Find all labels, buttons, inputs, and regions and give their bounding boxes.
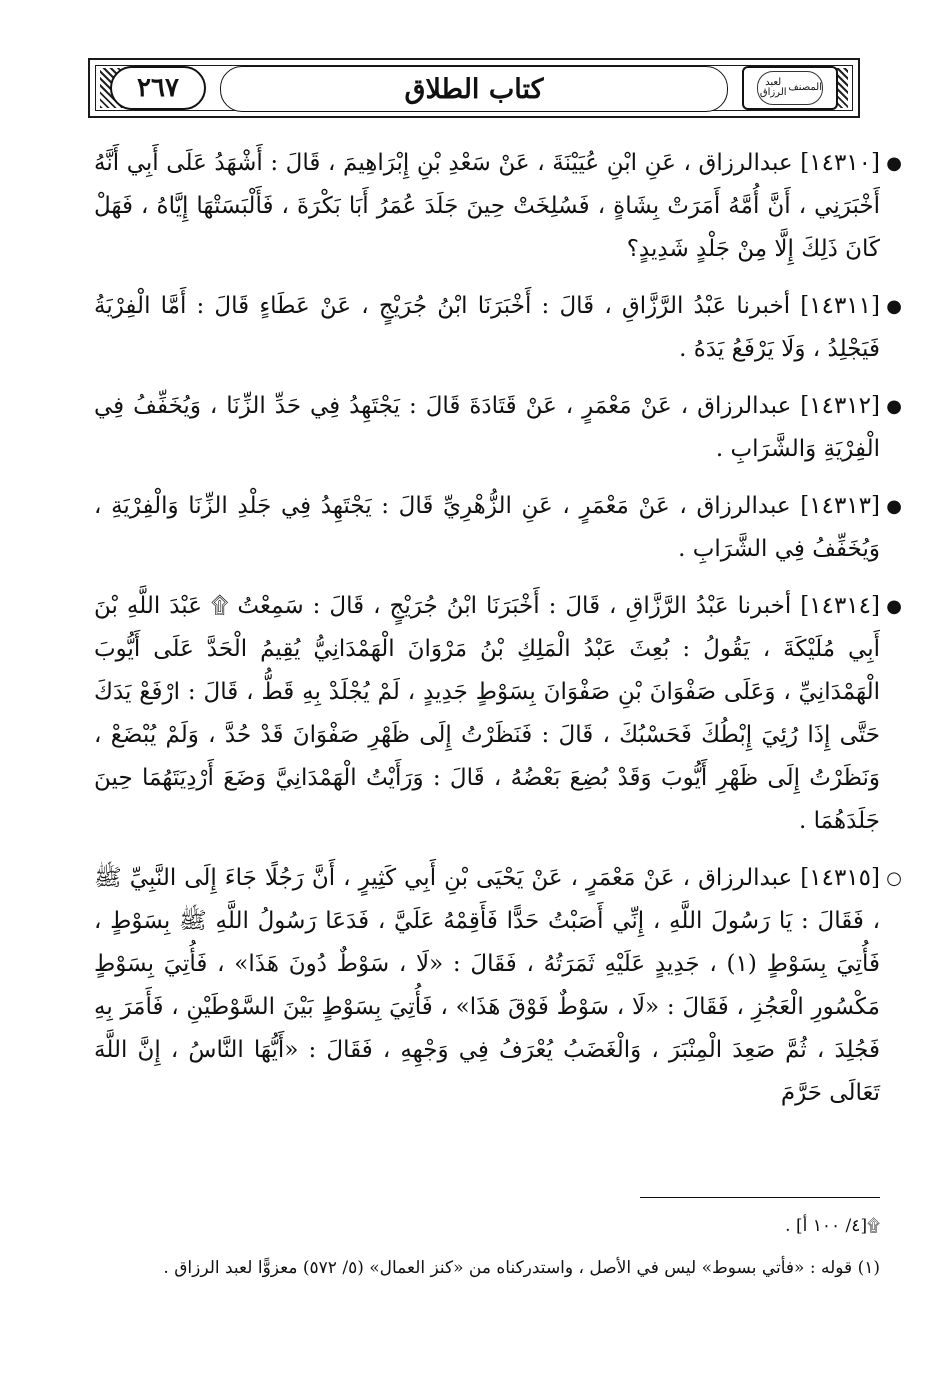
book-seal: [742, 66, 838, 110]
book-seal-logo: [757, 71, 823, 105]
filled-bullet-icon: ●: [886, 153, 902, 174]
marginal-reference: ۩[٤/ ١٠٠ أ] .: [785, 1216, 880, 1236]
page-number-cartouche: [110, 66, 206, 110]
hadith-text: [١٤٣١٤] أخبرنا عَبْدُ الرَّزَّاقِ ، قَالَ : أَخْبَرَنَا ابْنُ جُرَيْجٍ ، قَالَ : سَمِعْتُ ۩ عَبْدَ اللَّهِ بْنَ أَبِي مُلَيْكَةَ ، يَقُولُ : بُعِثَ عَبْدُ الْمَلِكِ بْنُ مَرْوَانَ الْهَمْدَانِيُّ يُقِيمُ الْحَدَّ عَلَى أَيُّوبَ الْهَمْدَانِيِّ ، وَعَلَى صَفْوَانَ بْنِ صَفْوَانَ بِسَوْطٍ جَدِيدٍ ، لَمْ يُجْلَدْ بِهِ قَطُّ ، قَالَ : ارْفَعْ يَدَكَ حَتَّى إِذَا رُئِيَ إِبْطُكَ فَحَسْبُكَ ، قَالَ : فَنَظَرْتُ إِلَى ظَهْرِ صَفْوَانَ قَدْ حُدَّ ، وَلَمْ يُبْضَعْ ، وَنَظَرْتُ إِلَى ظَهْرِ أَيُّوبَ وَقَدْ بُضِعَ بَعْضُهُ ، قَالَ : وَرَأَيْتُ الْهَمْدَانِيَّ وَضَعَ أَرْدِيَتَهُمَا حِينَ جَلَدَهُمَا .: [94, 593, 880, 834]
hadith-text: [١٤٣١١] أخبرنا عَبْدُ الرَّزَّاقِ ، قَالَ : أَخْبَرَنَا ابْنُ جُرَيْجٍ ، عَنْ عَطَاءٍ قَالَ : أَمَّا الْفِرْيَةُ فَيَجْلِدُ ، وَلَا يَرْفَعُ يَدَهُ .: [94, 293, 880, 362]
seal-line-2: لعبد الرزاق: [759, 76, 787, 98]
hadith-14314: [94, 585, 902, 843]
filled-bullet-icon: ●: [886, 396, 902, 417]
hadith-14315: [94, 857, 902, 1115]
hadith-14310: [94, 142, 902, 271]
filled-bullet-icon: ●: [886, 596, 902, 617]
seal-line-1: المصنف: [788, 81, 822, 93]
hollow-bullet-icon: ○: [886, 868, 902, 889]
title-cartouche: [220, 66, 728, 112]
hadith-text: [١٤٣١٠] عبدالرزاق ، عَنِ ابْنِ عُيَيْنَةَ ، عَنْ سَعْدِ بْنِ إِبْرَاهِيمَ ، قَالَ : أَشْهَدُ عَلَى أَبِي أَنَّهُ أَخْبَرَنِي ، أَنَّ أُمَّهُ أَمَرَتْ بِشَاةٍ ، فَسُلِخَتْ حِينَ جَلَدَ عُمَرُ أَبَا بَكْرَةَ ، فَأَلْبَسَتْهَا إِيَّاهُ ، فَهَلْ كَانَ ذَلِكَ إِلَّا مِنْ جَلْدٍ شَدِيدٍ؟: [94, 150, 880, 262]
filled-bullet-icon: ●: [886, 296, 902, 317]
page-number: ٢٦٧: [137, 73, 179, 103]
hadith-text: [١٤٣١٣] عبدالرزاق ، عَنْ مَعْمَرٍ ، عَنِ الزُّهْرِيِّ قَالَ : يَجْتَهِدُ فِي جَلْدِ الزِّنَا وَالْفِرْيَةِ ، وَيُخَفِّفُ فِي الشَّرَابِ .: [94, 493, 880, 562]
footnote-1: (١) قوله : «فأتي بسوط» ليس في الأصل ، واستدركناه من «كنز العمال» (٥/ ٥٧٢) معزوًّا لعبد الرزاق .: [163, 1258, 880, 1278]
hadith-14312: [94, 385, 902, 471]
hadith-text: [١٤٣١٥] عبدالرزاق ، عَنْ مَعْمَرٍ ، عَنْ يَحْيَى بْنِ أَبِي كَثِيرٍ ، أَنَّ رَجُلًا جَاءَ إِلَى النَّبِيِّ ﷺ ، فَقَالَ : يَا رَسُولَ اللَّهِ ، إِنِّي أَصَبْتُ حَدًّا فَأَقِمْهُ عَلَيَّ ، فَدَعَا رَسُولُ اللَّهِ ﷺ بِسَوْطٍ ، فَأُتِيَ بِسَوْطٍ (١) ، جَدِيدٍ عَلَيْهِ ثَمَرَتُهُ ، فَقَالَ : «لَا ، سَوْطٌ دُونَ هَذَا» ، فَأُتِيَ بِسَوْطٍ مَكْسُورِ الْعَجُزِ ، فَقَالَ : «لَا ، سَوْطٌ فَوْقَ هَذَا» ، فَأُتِيَ بِسَوْطٍ بَيْنَ السَّوْطَيْنِ ، فَأَمَرَ بِهِ فَجُلِدَ ، ثُمَّ صَعِدَ الْمِنْبَرَ ، وَالْغَضَبُ يُعْرَفُ فِي وَجْهِهِ ، فَقَالَ : «أَيُّهَا النَّاسُ ، إِنَّ اللَّهَ تَعَالَى حَرَّمَ: [94, 865, 880, 1106]
book-title: كتاب الطلاق: [404, 73, 544, 105]
main-text: [94, 142, 902, 1129]
hadith-14311: [94, 285, 902, 371]
filled-bullet-icon: ●: [886, 496, 902, 517]
footnote-separator: [640, 1197, 880, 1198]
page-header: [88, 58, 860, 118]
hadith-14313: [94, 485, 902, 571]
hadith-text: [١٤٣١٢] عبدالرزاق ، عَنْ مَعْمَرٍ ، عَنْ قَتَادَةَ قَالَ : يَجْتَهِدُ فِي حَدِّ الزِّنَا ، وَيُخَفِّفُ فِي الْفِرْيَةِ وَالشَّرَابِ .: [94, 393, 880, 462]
